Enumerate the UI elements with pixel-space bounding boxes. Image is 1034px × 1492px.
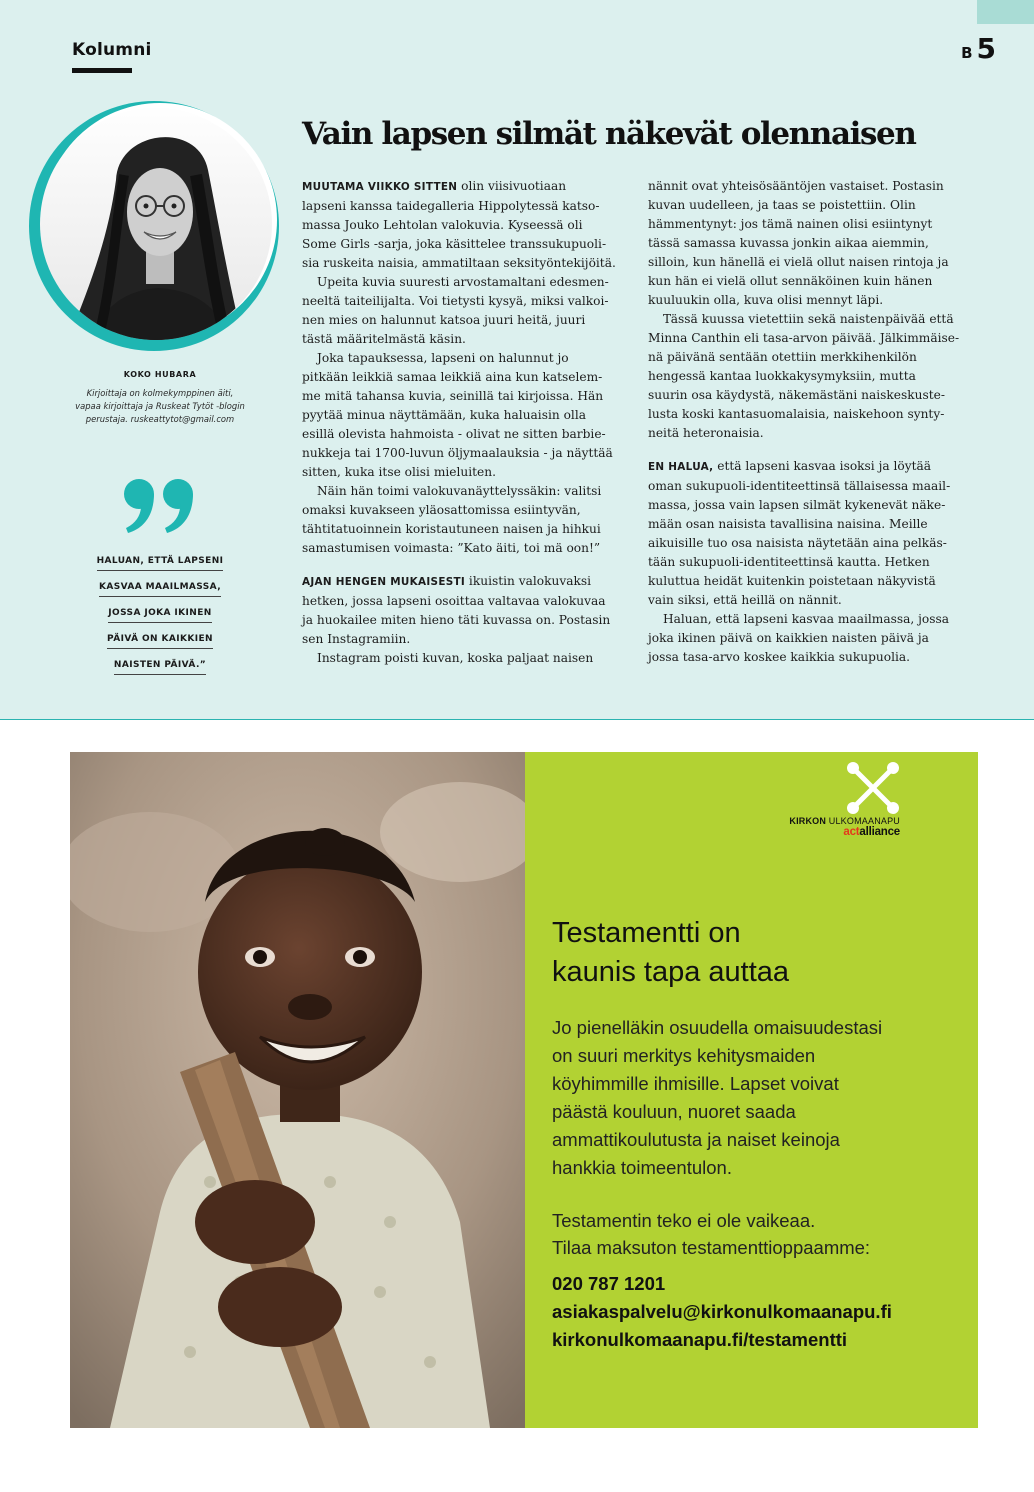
- advertisement: [70, 752, 978, 1428]
- article-paragraph: Tässä kuussa vietettiin sekä naistenpäivää että Minna Canthin eli tasa-arvon päivää. Jälkimmäise- nä päivänä sentään otettiin merkkihenkilön hengessä kantaa luokkakysymyksiin, mutta suurin osa käydystä, näkemästäni naiskeskuste- lusta koski kantasuomalaisia, naiskehoon synty- neitä heteronaisia.: [648, 312, 960, 440]
- author-name: KOKO HUBARA: [123, 370, 197, 379]
- pullquote: [75, 548, 245, 678]
- ad-call-to-action: Testamentin teko ei ole vaikeaa. Tilaa maksuton testamenttioppaamme:: [552, 1210, 871, 1258]
- article-headline: Vain lapsen silmät näkevät olennaisen: [302, 116, 916, 152]
- pullquote-line: NAISTEN PÄIVÄ.”: [114, 658, 206, 675]
- contact-url[interactable]: kirkonulkomaanapu.fi/testamentti: [552, 1329, 848, 1350]
- contact-phone[interactable]: 020 787 1201: [552, 1273, 666, 1294]
- page-number: [961, 32, 996, 65]
- pullquote-line: KASVAA MAAILMASSA,: [99, 580, 221, 597]
- article-paragraph: Instagram poisti kuvan, koska paljaat naisen: [317, 651, 594, 665]
- paragraph-lead: MUUTAMA VIIKKO SITTEN: [302, 181, 458, 193]
- section-label: Kolumni: [72, 40, 152, 60]
- quote-mark-icon: [123, 478, 197, 534]
- author-bio-line: Kirjoittaja on kolmekymppinen äiti,: [86, 388, 234, 398]
- author-bio: [60, 387, 260, 426]
- paragraph-lead: AJAN HENGEN MUKAISESTI: [302, 576, 466, 588]
- page-number-value: 5: [976, 32, 996, 65]
- section-underline: [72, 68, 132, 73]
- section-letter: B: [961, 44, 973, 62]
- article-paragraph: AJAN HENGEN MUKAISESTI ikuistin valokuvaksi hetken, jossa lapseni osoittaa valtavaa valokuvaa ja huokailee miten hieno täti kuvassa on. Postasin sen Instagramiin.: [302, 574, 611, 646]
- contact-email[interactable]: asiakaspalvelu@kirkonulkomaanapu.fi: [552, 1301, 892, 1322]
- ad-photo-child: [70, 752, 525, 1428]
- article-paragraph: Näin hän toimi valokuvanäyttelyssäkin: valitsi omaksi kuvakseen yläosattomissa esiintyvän, tähtitatuoinnein koristautuneen naisen ja hihkui samastumisen voimasta: ”Kato äiti, toi mä oon!”: [302, 484, 602, 555]
- article-paragraph: Joka tapauksessa, lapseni on halunnut jo pitkään leikkiä samaa leikkiä aina kun katselem- me mitä tahansa kuvia, seinillä tai kirjoissa. Hän pyytää minua näyttämään, kuka haluaisin olla esillä olevista hahmoista - olivat ne sitten barbie- nukkeja tai 1700-luvun öljymaalauksia - ja näyttää sitten, kuka itse olisi mieluiten.: [302, 351, 613, 479]
- act-alliance-logo: actalliance: [843, 826, 900, 838]
- corner-tab: [977, 0, 1034, 24]
- ad-contact-info: [552, 1270, 892, 1354]
- org-name: KIRKON ULKOMAANAPU: [789, 816, 900, 826]
- article-column-left: [302, 177, 634, 668]
- article-paragraph: EN HALUA, että lapseni kasvaa isoksi ja löytää oman sukupuoli-identiteettinsä tällaisessa maail- massa, jossa vain lapsen silmät kykenevät näke- mään osan naisista tavallisina naisina. Meille aikuisille tuo osa naisista näytetään aina pelkäs- tään sukupuoli-identiteettinsä kautta. Hetken kuluttua heidät kuitenkin poistetaan näkyvistä vain siksi, että heillä on nännit.: [648, 459, 951, 607]
- paragraph-lead: EN HALUA,: [648, 461, 714, 473]
- pullquote-line: HALUAN, ETTÄ LAPSENI: [97, 554, 224, 571]
- ad-title: Testamentti on kaunis tapa auttaa: [552, 917, 790, 988]
- org-logo: [789, 816, 900, 838]
- author-bio-line: perustaja. ruskeattytot@gmail.com: [85, 414, 235, 424]
- article-paragraph: Upeita kuvia suuresti arvostamaltani edesmen- neeltä taiteilijalta. Voi tietysti kysyä, miksi valkoi- nen mies on halunnut katsoa juuri heitä, juuri tästä määritelmästä käsin.: [302, 275, 609, 346]
- ad-body-text: Jo pienelläkin osuudella omaisuudestasi on suuri merkitys kehitysmaiden köyhimmille ihmisille. Lapset voivat päästä kouluun, nuoret saada ammattikoulutusta ja naiset keinoja hankkia toimeentulon.: [552, 1017, 883, 1178]
- ad-panel: [525, 752, 978, 1428]
- pullquote-line: JOSSA JOKA IKINEN: [108, 606, 211, 623]
- author-portrait: [28, 100, 280, 352]
- article-column-right: [648, 177, 980, 667]
- article-paragraph: MUUTAMA VIIKKO SITTEN olin viisivuotiaan lapseni kanssa taidegalleria Hippolytessä katso- massa Jouko Lehtolan valokuvia. Kyseessä oli Some Girls -sarja, joka käsittelee transsukupuoli- sia ruskeita naisia, ammatiltaan seksityöntekijöitä.: [302, 179, 616, 270]
- article-paragraph: Haluan, että lapseni kasvaa maailmassa, jossa joka ikinen päivä on kaikkien naisten päivä ja jossa tasa-arvo koskee kaikkia sukupuolia.: [648, 612, 950, 664]
- pullquote-line: PÄIVÄ ON KAIKKIEN: [107, 632, 213, 649]
- author-bio-line: vapaa kirjoittaja ja Ruskeat Tytöt -blogin: [75, 401, 245, 411]
- column-section: [0, 0, 1034, 720]
- article-paragraph: nännit ovat yhteisösääntöjen vastaiset. Postasin kuvan uudelleen, ja taas se poistettiin. Olin hämmentynyt: jos tämä nainen olisi esiintynyt tässä samassa kuvassa jonkin aikaa aiemmin, silloin, kun hänellä ei vielä ollut naisen rintoja ja kun hän ei vielä ollut sennäköinen kuin hänen kuuluukin olla, kuva olisi mennyt läpi.: [648, 179, 949, 307]
- hands-logo-icon: [845, 760, 901, 816]
